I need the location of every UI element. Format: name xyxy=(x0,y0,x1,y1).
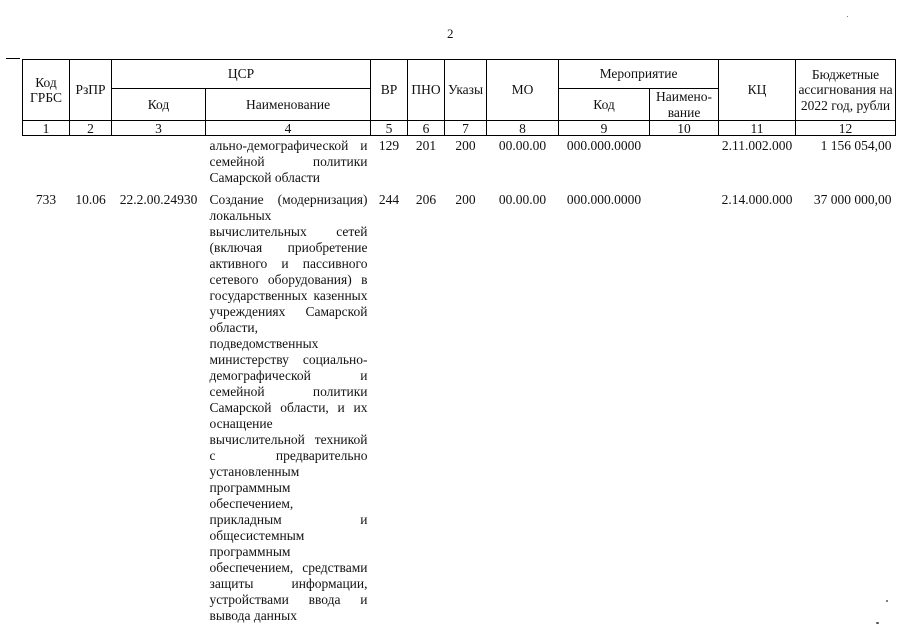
header-mer-kod: Код xyxy=(559,89,650,121)
column-number: 5 xyxy=(371,121,408,136)
header-kc: КЦ xyxy=(719,60,796,121)
cell-kc: 2.11.002.000 xyxy=(721,138,793,153)
cell-csr-kod xyxy=(112,136,206,187)
cell-name: Создание (модернизация) локальных вычислительных сетей (включая приобретение активного и пассивного сетевого оборудования) в государственных казенных учреждениях Самарской области, подведомственных министерству социально-демографической и семейной политики Самарской области, и их оснащение вычислительной техникой с предварительно установленным программным обеспечением, прикладным и общесистемным программным обеспечением, средствами защиты информации, устройствами ввода и вывода данных xyxy=(209,192,368,623)
table-row xyxy=(23,186,896,624)
header-pno: ПНО xyxy=(408,60,445,121)
header-ukazy: Указы xyxy=(445,60,487,121)
cell-rzpr xyxy=(70,136,112,187)
cell-mo: 00.00.00 xyxy=(498,192,547,207)
column-number: 12 xyxy=(796,121,896,136)
column-number: 10 xyxy=(650,121,719,136)
cell-mo: 00.00.00 xyxy=(498,138,547,153)
column-number: 11 xyxy=(719,121,796,136)
header-vr: ВР xyxy=(371,60,408,121)
column-number: 7 xyxy=(445,121,487,136)
cell-vr: 244 xyxy=(378,192,400,207)
cell-kod-grbs: 733 xyxy=(35,192,57,207)
cell-kod-grbs xyxy=(23,136,70,187)
cell-ukazy: 200 xyxy=(455,192,476,207)
header-csr-name: Наименование xyxy=(206,89,371,121)
cell-csr-kod: 22.2.00.24930 xyxy=(119,192,198,207)
page-number: 2 xyxy=(447,26,454,41)
cell-rzpr: 10.06 xyxy=(75,192,106,207)
header-csr: ЦСР xyxy=(112,60,371,89)
column-number: 1 xyxy=(23,121,70,136)
cell-kc: 2.14.000.000 xyxy=(721,192,793,207)
cell-ukazy: 200 xyxy=(455,138,476,153)
margin-mark xyxy=(6,58,20,59)
scan-speck xyxy=(886,600,888,602)
header-kod-grbs: Код ГРБС xyxy=(23,60,70,121)
cell-mer-kod: 000.000.0000 xyxy=(566,192,642,207)
header-budget: Бюджетные ассигнования на 2022 год, рубли xyxy=(796,60,896,121)
cell-pno: 201 xyxy=(415,138,437,153)
scan-speck xyxy=(876,622,879,624)
header-csr-kod: Код xyxy=(112,89,206,121)
cell-pno: 206 xyxy=(415,192,437,207)
column-number: 2 xyxy=(70,121,112,136)
cell-mer-name xyxy=(650,136,719,187)
cell-amount: 37 000 000,00 xyxy=(813,192,892,207)
table-row xyxy=(23,136,896,187)
budget-table xyxy=(22,59,896,624)
cell-mer-name xyxy=(650,186,719,624)
column-number: 6 xyxy=(408,121,445,136)
cell-mer-kod: 000.000.0000 xyxy=(566,138,642,153)
header-mer-name: Наимено-вание xyxy=(650,89,719,121)
column-number-row xyxy=(23,121,896,136)
header-row-top xyxy=(23,60,896,89)
column-number: 3 xyxy=(112,121,206,136)
cell-vr: 129 xyxy=(378,138,400,153)
scan-speck xyxy=(847,16,848,17)
cell-amount: 1 156 054,00 xyxy=(820,138,892,153)
column-number: 9 xyxy=(559,121,650,136)
column-number: 4 xyxy=(206,121,371,136)
header-meropriyatie: Мероприятие xyxy=(559,60,719,89)
header-mo: МО xyxy=(487,60,559,121)
column-number: 8 xyxy=(487,121,559,136)
cell-name: ально-демографической и семейной политики Самарской области xyxy=(209,138,368,185)
header-rzpr: РзПР xyxy=(70,60,112,121)
